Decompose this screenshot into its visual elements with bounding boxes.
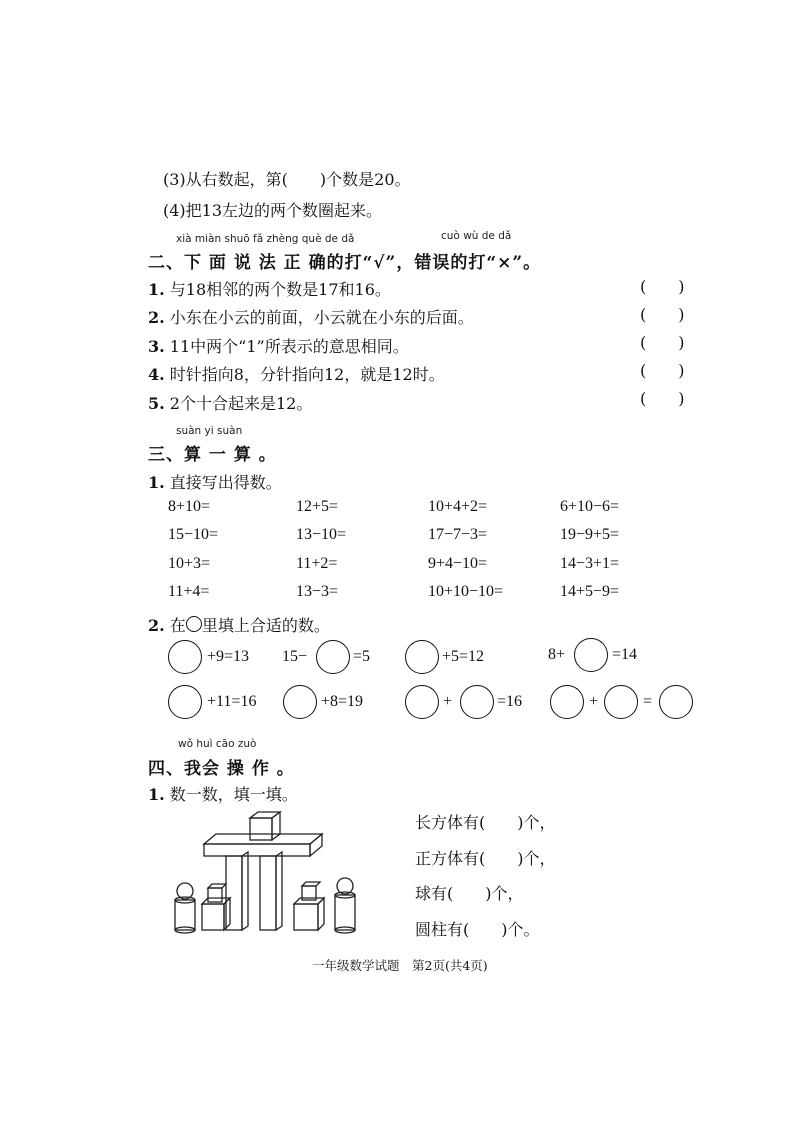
section2-title: 二、下 面 说 法 正 确的打“√”，错误的打“×”。 <box>148 253 542 273</box>
equation-text: 8+ <box>548 646 566 663</box>
calc-item: 11+4= <box>168 583 210 600</box>
section4-q1: 1. 数一数，填一填。 <box>148 785 298 804</box>
answer-circle[interactable] <box>659 685 693 719</box>
calc-item: 17−7−3= <box>428 526 488 543</box>
section4-pinyin: wǒ huì cāo zuò <box>178 738 257 750</box>
calc-item: 8+10= <box>168 498 211 515</box>
section4-title: 四、我会 操 作 。 <box>148 759 295 779</box>
calc-item: 10+3= <box>168 555 211 572</box>
answer-circle[interactable] <box>550 685 584 719</box>
calc-item: 9+4−10= <box>428 555 488 572</box>
calc-item: 14+5−9= <box>560 583 620 600</box>
calc-item: 13−3= <box>296 583 339 600</box>
shapes-illustration <box>170 808 370 936</box>
calc-item: 11+2= <box>296 555 338 572</box>
answer-sphere[interactable]: 球有( )个， <box>415 884 524 903</box>
equation-text: + <box>589 693 599 710</box>
answer-circle[interactable] <box>283 685 317 719</box>
equation-text: = <box>643 693 653 710</box>
question-4: (4)把13左边的两个数圈起来。 <box>163 201 383 220</box>
equation-text: +5=12 <box>442 648 485 665</box>
answer-circle[interactable] <box>168 685 202 719</box>
equation-text: =14 <box>612 646 638 663</box>
section3-pinyin: suàn yi suàn <box>176 425 243 437</box>
section3-q2: 2. 在 里填上合适的数。 <box>148 616 330 635</box>
equation-text: + <box>443 693 453 710</box>
equation-text: +9=13 <box>207 648 250 665</box>
answer-cube[interactable]: 正方体有( )个， <box>415 849 556 868</box>
answer-paren[interactable]: ( ) <box>640 361 685 380</box>
calc-item: 19−9+5= <box>560 526 620 543</box>
answer-cylinder[interactable]: 圆柱有( )个。 <box>415 920 540 939</box>
calc-item: 10+4+2= <box>428 498 488 515</box>
page-footer: 一年级数学试题 第2页(共4页) <box>312 958 488 973</box>
calc-item: 15−10= <box>168 526 219 543</box>
answer-circle[interactable] <box>405 685 439 719</box>
section2-pinyin-2: cuò wù de dǎ <box>441 230 512 242</box>
calc-item: 13−10= <box>296 526 347 543</box>
section3-q1: 1. 直接写出得数。 <box>148 473 282 492</box>
answer-circle[interactable] <box>604 685 638 719</box>
answer-paren[interactable]: ( ) <box>640 333 685 352</box>
equation-text: =5 <box>353 648 371 665</box>
list-item: 3. 11中两个“1”所表示的意思相同。 <box>148 337 409 356</box>
answer-circle[interactable] <box>460 685 494 719</box>
calc-item: 14−3+1= <box>560 555 620 572</box>
calc-item: 6+10−6= <box>560 498 620 515</box>
answer-paren[interactable]: ( ) <box>640 305 685 324</box>
question-3: (3)从右数起，第( )个数是20。 <box>163 170 411 189</box>
equation-text: =16 <box>497 693 523 710</box>
equation-text: +8=19 <box>321 693 364 710</box>
answer-cuboid[interactable]: 长方体有( )个， <box>415 813 556 832</box>
list-item: 1. 与18相邻的两个数是17和16。 <box>148 280 391 299</box>
equation-text: 15− <box>282 648 308 665</box>
answer-circle[interactable] <box>574 638 608 672</box>
calc-item: 10+10−10= <box>428 583 504 600</box>
answer-circle[interactable] <box>168 640 202 674</box>
list-item: 4. 时针指向8，分针指向12，就是12时。 <box>148 365 445 384</box>
answer-circle[interactable] <box>405 640 439 674</box>
list-item: 2. 小东在小云的前面，小云就在小东的后面。 <box>148 308 474 327</box>
circle-icon <box>186 616 202 632</box>
section3-title: 三、算 一 算 。 <box>148 445 277 465</box>
equation-text: +11=16 <box>207 693 257 710</box>
answer-paren[interactable]: ( ) <box>640 277 685 296</box>
list-item: 5. 2个十合起来是12。 <box>148 394 313 413</box>
answer-paren[interactable]: ( ) <box>640 389 685 408</box>
calc-item: 12+5= <box>296 498 339 515</box>
section2-pinyin: xià miàn shuō fǎ zhèng què de dǎ <box>176 233 355 245</box>
answer-circle[interactable] <box>316 640 350 674</box>
